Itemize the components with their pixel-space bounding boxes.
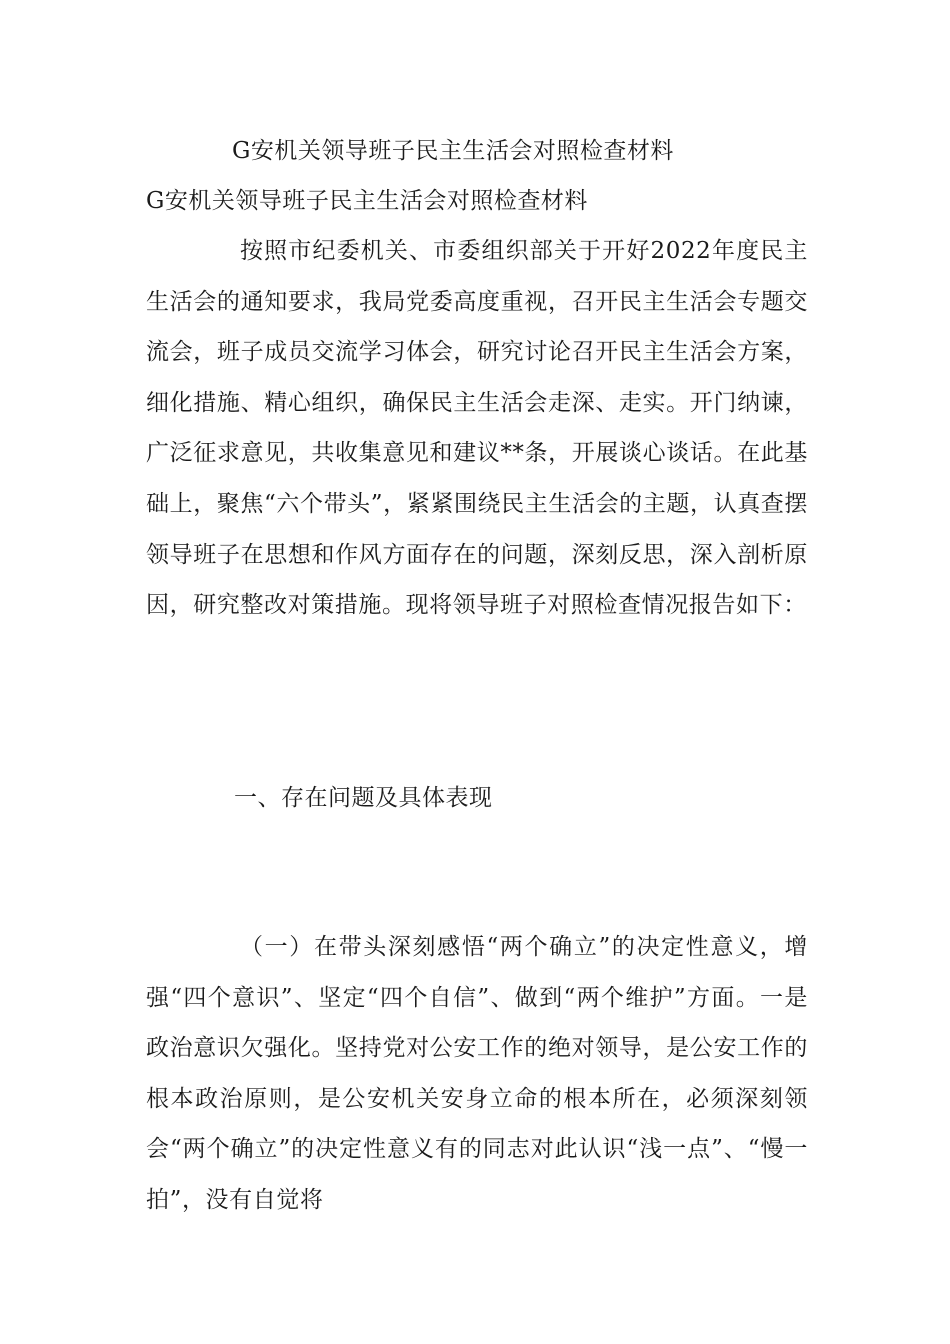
section-one-paragraph: （一）在带头深刻感悟“两个确立”的决定性意义，增强“四个意识”、坚定“四个自信”、做到“两个维护”方面。一是政治意识欠强化。坚持党对公安工作的绝对领导，是公安工作的根本政治原则，是公安机关安身立命的根本所在，必须深刻领会“两个确立”的决定性意义有的同志对此认识“浅一点”、“慢一拍”，没有自觉将	[146, 934, 808, 1213]
document-subtitle: G安机关领导班子民主生活会对照检查材料	[146, 188, 588, 214]
intro-paragraph: 按照市纪委机关、市委组织部关于开好2022年度民主生活会的通知要求，我局党委高度重视，召开民主生活会专题交流会，班子成员交流学习体会，研究讨论召开民主生活会方案，细化措施、精心组织，确保民主生活会走深、走实。开门纳谏，广泛征求意见，共收集意见和建议**条，开展谈心谈话。在此基础上，聚焦“六个带头”，紧紧围绕民主生活会的主题，认真查摆领导班子在思想和作风方面存在的问题，深刻反思，深入剖析原因，研究整改对策措施。现将领导班子对照检查情况报告如下：	[146, 238, 808, 619]
document-title: G安机关领导班子民主生活会对照检查材料	[232, 138, 674, 164]
section-one-heading: 一、存在问题及具体表现	[234, 785, 493, 811]
